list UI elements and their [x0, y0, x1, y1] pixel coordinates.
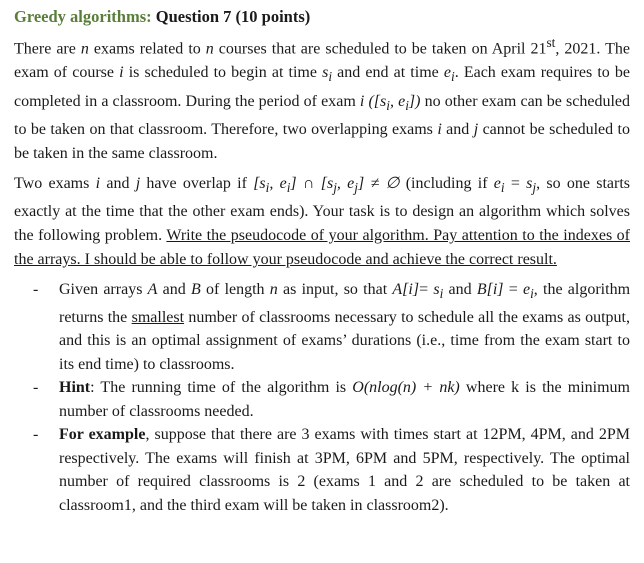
- pseudocode-instruction: Write the pseudocode of your algorithm. Pay attention to the indexes of the arrays. I should be able to follow your pseudocode and achieve the correct result.: [14, 226, 631, 268]
- list-item-example: - For example, suppose that there are 3 exams with times start at 12PM, 4PM, and 2PM respectively. The exams will finish at 3PM, 6PM and 5PM, respectively. The optimal number of required classrooms is 2 (exams 1 and 2 are scheduled to be taken at classroom1, and the third exam will be taken in classroom2).: [59, 423, 630, 517]
- smallest-emphasis: smallest: [131, 308, 185, 326]
- list-item-hint: - Hint: The running time of the algorithm is O(nlog(n) + nk) where k is the minimum number of classrooms needed.: [59, 376, 630, 423]
- topic-label: Greedy algorithms:: [14, 7, 152, 26]
- question-heading: [14, 6, 630, 28]
- problem-statement-paragraph: There are n exams related to n courses that are scheduled to be taken on April 21st, 2021. The exam of course i is scheduled to begin at time $s_i$ and end at time $e_i$. Each exam requires to be completed in a classroom. During the period of exam i ([$s_i$, $e_i$]) no other exam can be scheduled to be taken on that classroom. Therefore, two overlapping exams i and j cannot be scheduled to be taken in the same classroom.: [14, 35, 631, 162]
- requirements-list: [14, 278, 630, 517]
- list-item-given-arrays: - Given arrays A and B of length n as input, so that $A[i]= s_i$ and $B[i] = e_i$, the algorithm returns the smallest number of classrooms necessary to schedule all the exams as output, and this is an optimal assignment of exams’ durations (i.e., time from the exam start to its end time) to classrooms.: [59, 278, 630, 376]
- overlap-definition-paragraph: Two exams i and j have overlap if [$s_i$, $e_i$] ∩ [$s_j$, $e_j$] ≠ ∅ (including if $e_i = s_j$, so one starts exactly at the time that the other exam ends). Your task is to design an algorithm which solves the following problem. Write the pseudocode of your algorithm. Pay attention to the indexes of the arrays. I should be able to follow your pseudocode and achieve the correct result.: [14, 174, 631, 268]
- question-title: Question 7 (10 points): [155, 7, 311, 26]
